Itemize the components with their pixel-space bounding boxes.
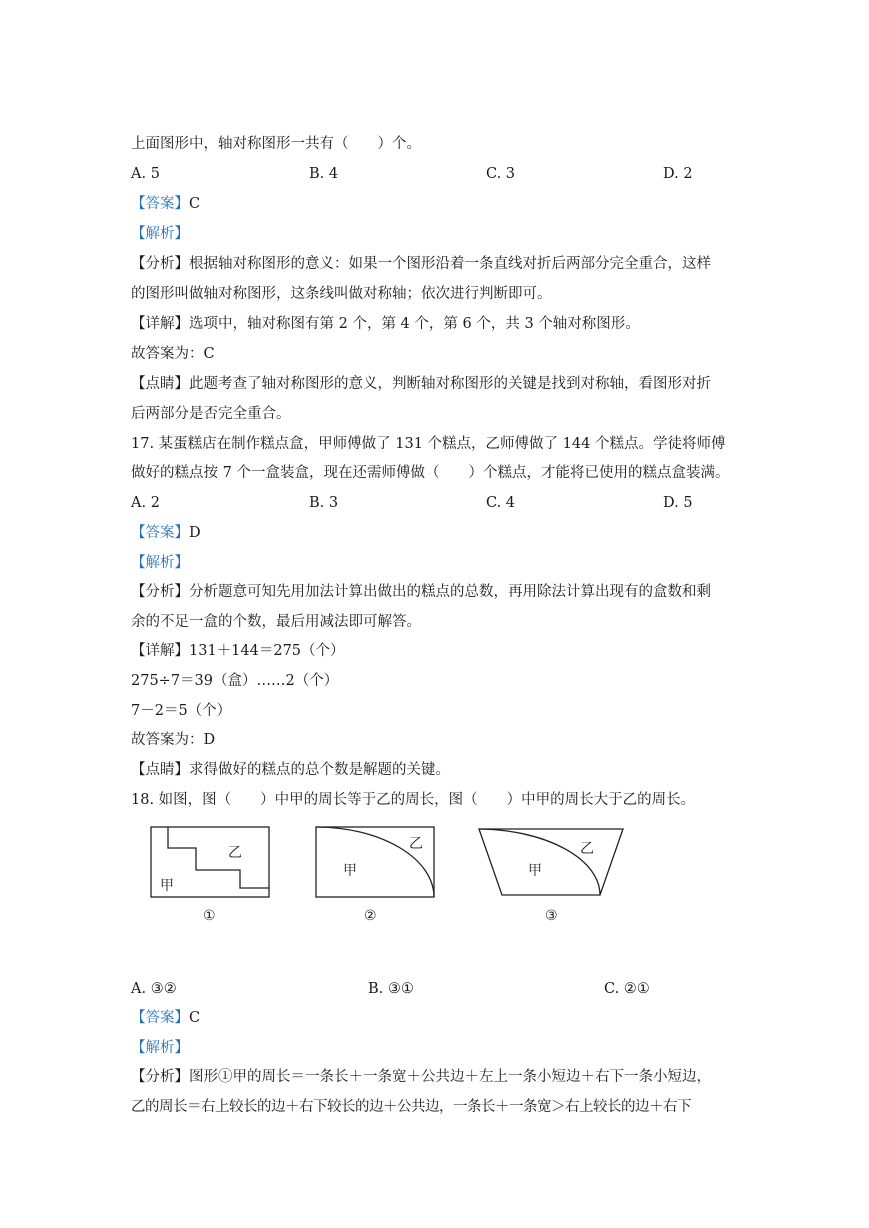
fenxi-text: 根据轴对称图形的意义：如果一个图形沿着一条直线对折后两部分完全重合，这样: [189, 256, 711, 272]
q16-analysis-label: 【解析】: [131, 226, 189, 242]
q16-option-c: C. 3: [486, 166, 516, 182]
q17-fenxi-2: 余的不足一盒的个数，最后用减法即可解答。: [131, 614, 421, 630]
q16-option-b: B. 4: [309, 166, 339, 182]
xiangjie-label: 【详解】: [131, 643, 189, 659]
answer-label: 【答案】: [131, 525, 189, 541]
figure-3-yi-label: 乙: [580, 841, 594, 857]
answer-value: D: [189, 525, 201, 541]
figure-3-trapezoid: [479, 829, 623, 895]
dianjing-label: 【点睛】: [131, 762, 189, 778]
fenxi-label: 【分析】: [131, 256, 189, 272]
xiangjie-label: 【详解】: [131, 316, 189, 332]
q17-option-a: A. 2: [131, 495, 160, 511]
q17-calc-3: 7－2＝5（个）: [131, 703, 232, 719]
figure-3-jia-label: 甲: [528, 863, 542, 879]
q16-fenxi-2: 的图形叫做轴对称图形，这条线叫做对称轴；依次进行判断即可。: [131, 286, 552, 302]
figure-3-number: ③: [545, 908, 558, 924]
q18-stem: 18. 如图，图（ ）中甲的周长等于乙的周长，图（ ）中甲的周长大于乙的周长。: [131, 792, 696, 808]
fenxi-text: 分析题意可知先用加法计算出做出的糕点的总数，再用除法计算出现有的盒数和剩: [189, 584, 711, 600]
q16-conclusion: 故答案为：C: [131, 346, 215, 362]
dianjing-label: 【点睛】: [131, 376, 189, 392]
q17-conclusion: 故答案为：D: [131, 732, 216, 748]
q17-stem-1: 17. 某蛋糕店在制作糕点盒，甲师傅做了 131 个糕点，乙师傅做了 144 个糕点。学徒将师傅: [131, 436, 726, 452]
q18-option-b: B. ③①: [368, 981, 414, 997]
dianjing-text: 求得做好的糕点的总个数是解题的关键。: [189, 762, 450, 778]
dianjing-text: 此题考查了轴对称图形的意义，判断轴对称图形的关键是找到对称轴，看图形对折: [189, 376, 711, 392]
q17-option-c: C. 4: [486, 495, 516, 511]
answer-value: C: [189, 196, 201, 212]
q18-fenxi-2: 乙的周长＝右上较长的边＋右下较长的边＋公共边，一条长＋一条宽＞右上较长的边＋右下: [131, 1099, 691, 1115]
answer-label: 【答案】: [131, 196, 189, 212]
figure-1-number: ①: [203, 908, 216, 924]
figure-2-jia-label: 甲: [343, 863, 357, 879]
xiangjie-text: 选项中，轴对称图有第 2 个，第 4 个，第 6 个，共 3 个轴对称图形。: [189, 316, 640, 332]
figure-1-jia-label: 甲: [160, 878, 174, 894]
q18-option-a: A. ③②: [131, 981, 177, 997]
q16-option-d: D. 2: [663, 166, 693, 182]
q17-option-d: D. 5: [663, 495, 693, 511]
q18-answer: [131, 1008, 751, 1028]
answer-label: 【答案】: [131, 1010, 189, 1026]
q17-calc-2: 275÷7＝39（盒）……2（个）: [131, 673, 339, 689]
q16-dianjing-2: 后两部分是否完全重合。: [131, 406, 291, 422]
answer-value: C: [189, 1010, 201, 1026]
calc-line: 131＋144＝275（个）: [189, 643, 345, 659]
fenxi-text: 图形①甲的周长＝一条长＋一条宽＋公共边＋左上一条小短边＋右下一条小短边，: [189, 1069, 711, 1085]
q17-option-b: B. 3: [309, 495, 339, 511]
q16-option-a: A. 5: [131, 166, 160, 182]
figure-2-yi-label: 乙: [409, 836, 423, 852]
q17-analysis-label: 【解析】: [131, 555, 189, 571]
q18-option-c: C. ②①: [604, 981, 650, 997]
q16-stem: 上面图形中，轴对称图形一共有（ ）个。: [131, 136, 421, 152]
fenxi-label: 【分析】: [131, 584, 189, 600]
figure-2-number: ②: [364, 908, 377, 924]
q18-analysis-label: 【解析】: [131, 1040, 189, 1056]
q18-fenxi-1: [131, 1067, 751, 1087]
figure-1-yi-label: 乙: [228, 845, 242, 861]
fenxi-label: 【分析】: [131, 1069, 189, 1085]
q17-stem-2: 做好的糕点按 7 个一盒装盒，现在还需师傅做（ ）个糕点，才能将已使用的糕点盒装满。: [131, 465, 730, 481]
